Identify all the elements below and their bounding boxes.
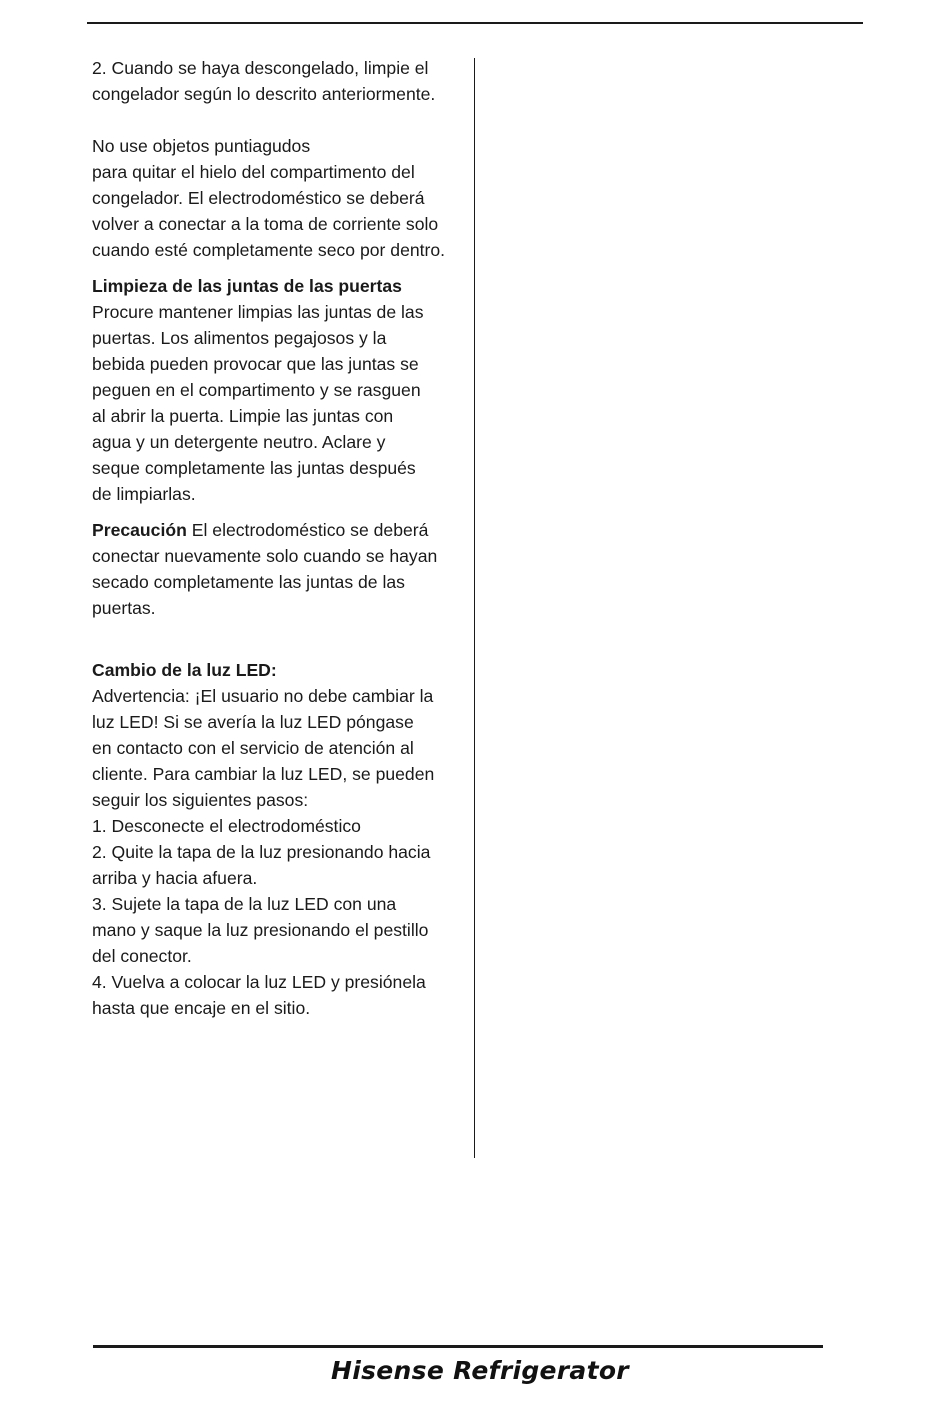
footer-rule <box>93 1345 823 1348</box>
sharp-objects-warning: No use objetos puntiagudos para quitar el hielo del compartimento del congelador. El electrodoméstico se deberá volver a conectar a la toma de corriente solo cuando esté completamente seco por dentro. <box>92 136 446 260</box>
brand-footer: Hisense Refrigerator <box>331 1356 629 1385</box>
caution-label: Precaución <box>92 520 187 540</box>
left-column <box>92 55 470 1021</box>
defrost-step-2: 2. Cuando se haya descongelado, limpie el congelador según lo descrito anteriormente. <box>92 58 436 104</box>
door-seals-section: Limpieza de las juntas de las puertas Procure mantener limpias las juntas de las puertas. Los alimentos pegajosos y la bebida pueden provocar que las juntas se peguen en el compartimento y se rasguen al abrir la puerta. Limpie las juntas con agua y un detergente neutro. Aclare y seque completamente las juntas después de limpiarlas. <box>92 273 470 507</box>
column-divider <box>474 58 475 1158</box>
header-rule <box>87 22 863 24</box>
door-seals-heading: Limpieza de las juntas de las puertas <box>92 276 402 296</box>
caution-section: Precaución El electrodoméstico se deberá conectar nuevamente solo cuando se hayan secado completamente las juntas de las puertas. <box>92 520 438 618</box>
led-heading: Cambio de la luz LED: <box>92 660 277 680</box>
led-section: Cambio de la luz LED: Advertencia: ¡El usuario no debe cambiar la luz LED! Si se avería la luz LED póngase en contacto con el servicio de atención al cliente. Para cambiar la luz LED, se pueden seguir los siguientes pasos: 1. Desconecte el electrodoméstico 2. Quite la tapa de la luz presionando hacia arriba y hacia afuera. 3. Sujete la tapa de la luz LED con una mano y saque la luz presionando el pestillo del conector. 4. Vuelva a colocar la luz LED y presiónela hasta que encaje en el sitio. <box>92 657 470 1021</box>
